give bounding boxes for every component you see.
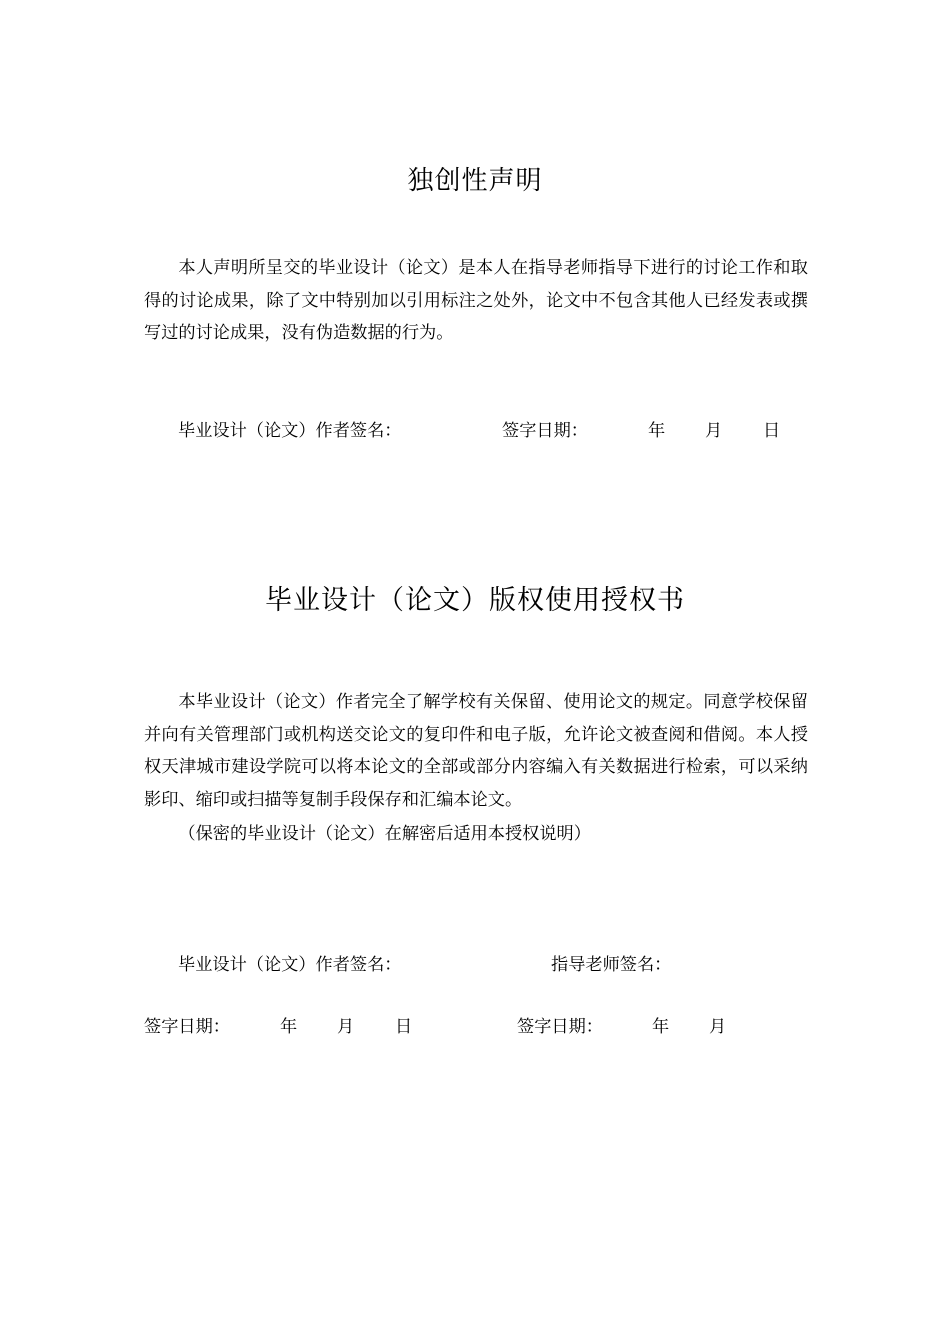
- authorization-advisor-signature-label: 指导老师签名：: [551, 955, 672, 975]
- declaration-year-label: 年: [648, 421, 666, 441]
- declaration-body: 本人声明所呈交的毕业设计（论文）是本人在指导老师指导下进行的讨论工作和取得的讨论成果，除了文中特别加以引用标注之处外，论文中不包含其他人已经发表或撰写过的讨论成果，没有伪造数据的行为。: [144, 258, 808, 343]
- authorization-title: 毕业设计（论文）版权使用授权书: [265, 585, 685, 616]
- declaration-month-label: 月: [705, 421, 723, 441]
- authorization-author-day-label: 日: [395, 1017, 413, 1037]
- authorization-advisor-date-label: 签字日期：: [517, 1017, 603, 1037]
- authorization-author-year-label: 年: [280, 1017, 298, 1037]
- declaration-day-label: 日: [763, 421, 781, 441]
- authorization-advisor-year-label: 年: [652, 1017, 670, 1037]
- declaration-author-signature-label: 毕业设计（论文）作者签名：: [178, 421, 402, 441]
- authorization-body: 本毕业设计（论文）作者完全了解学校有关保留、使用论文的规定。同意学校保留并向有关管理部门或机构送交论文的复印件和电子版，允许论文被查阅和借阅。本人授权天津城市建设学院可以将本论文的全部或部分内容编入有关数据进行检索，可以采纳影印、缩印或扫描等复制手段保存和汇编本论文。: [144, 692, 808, 810]
- authorization-advisor-month-label: 月: [709, 1017, 727, 1037]
- authorization-author-signature-label: 毕业设计（论文）作者签名：: [178, 955, 402, 975]
- authorization-author-month-label: 月: [337, 1017, 355, 1037]
- authorization-author-date-label: 签字日期：: [144, 1017, 230, 1037]
- declaration-sign-date-label: 签字日期：: [502, 421, 588, 441]
- declaration-title: 独创性声明: [407, 166, 543, 196]
- authorization-note: （保密的毕业设计（论文）在解密后适用本授权说明）: [178, 824, 591, 844]
